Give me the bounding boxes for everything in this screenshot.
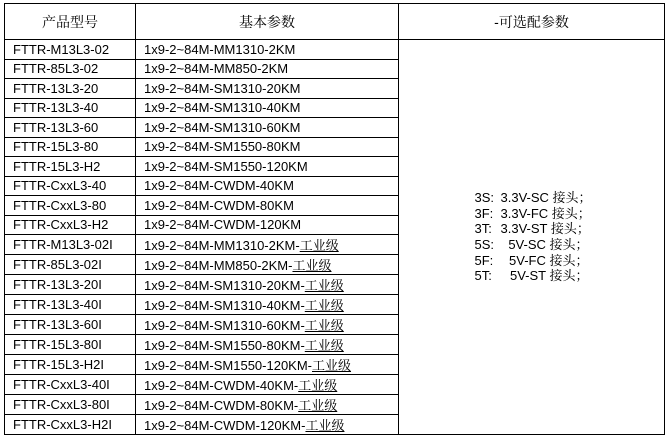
- header-basic-params: 基本参数: [136, 4, 399, 40]
- product-model-cell: FTTR-13L3-60: [5, 118, 136, 138]
- basic-params-text: 1x9-2~84M-SM1550-80KM-: [144, 338, 305, 353]
- product-model-cell: FTTR-CxxL3-H2: [5, 215, 136, 235]
- header-product-model: 产品型号: [5, 4, 136, 40]
- basic-params-cell: [136, 196, 399, 216]
- industrial-grade-label: 工业级: [304, 278, 344, 293]
- table-row: [5, 40, 665, 60]
- product-model-cell: FTTR-13L3-40: [5, 98, 136, 118]
- basic-params-cell: [136, 235, 399, 255]
- basic-params-cell: [136, 98, 399, 118]
- table-body: [5, 40, 665, 435]
- basic-params-text: 1x9-2~84M-SM1310-60KM-: [144, 318, 305, 333]
- optional-param-line: [475, 221, 589, 237]
- basic-params-cell: [136, 315, 399, 335]
- basic-params-text: 1x9-2~84M-SM1310-20KM: [144, 80, 301, 96]
- basic-params-text: 1x9-2~84M-SM1310-60KM: [144, 119, 301, 135]
- basic-params-text: 1x9-2~84M-SM1550-120KM-: [144, 358, 312, 373]
- basic-params-text: 1x9-2~84M-CWDM-40KM: [144, 178, 294, 194]
- product-model-cell: FTTR-13L3-60I: [5, 315, 136, 335]
- basic-params-cell: [136, 255, 399, 275]
- optional-param-code: 3S:: [474, 190, 495, 206]
- optional-param-code: 5F:: [474, 252, 494, 268]
- product-model-cell: FTTR-85L3-02: [5, 59, 136, 79]
- basic-params-text: 1x9-2~84M-SM1310-40KM: [144, 100, 301, 116]
- industrial-grade-label: 工业级: [298, 398, 338, 413]
- optional-param-value: 3.3V-FC 接头；: [500, 205, 591, 221]
- industrial-grade-label: 工业级: [305, 418, 345, 433]
- header-optional-params: -可选配参数: [399, 4, 665, 40]
- optional-param-value: 5V-SC 接头；: [508, 237, 589, 252]
- optional-param-line: [475, 253, 589, 269]
- product-table: [4, 3, 665, 435]
- product-model-cell: FTTR-13L3-40I: [5, 295, 136, 315]
- basic-params-cell: [136, 157, 399, 177]
- basic-params-cell: [136, 415, 399, 435]
- optional-param-line: [475, 268, 589, 284]
- basic-params-cell: [136, 275, 399, 295]
- optional-param-value: 3.3V-SC 接头；: [500, 190, 592, 206]
- product-model-cell: FTTR-15L3-80I: [5, 335, 136, 355]
- optional-param-value: 5V-ST 接头；: [509, 268, 589, 284]
- product-model-cell: FTTR-15L3-H2: [5, 157, 136, 177]
- optional-param-code: 5T:: [474, 268, 492, 284]
- optional-param-code: 3T:: [474, 221, 492, 237]
- basic-params-text: 1x9-2~84M-MM1310-2KM: [144, 41, 296, 57]
- industrial-grade-label: 工业级: [312, 358, 352, 373]
- basic-params-text: 1x9-2~84M-CWDM-120KM-: [144, 418, 306, 433]
- basic-params-text: 1x9-2~84M-SM1550-80KM: [144, 139, 301, 155]
- basic-params-text: 1x9-2~84M-MM1310-2KM-: [144, 238, 300, 253]
- product-model-cell: FTTR-13L3-20: [5, 79, 136, 99]
- industrial-grade-label: 工业级: [292, 258, 332, 273]
- industrial-grade-label: 工业级: [304, 318, 344, 333]
- product-model-cell: FTTR-M13L3-02I: [5, 235, 136, 255]
- industrial-grade-label: 工业级: [304, 298, 344, 313]
- optional-param-value: 3.3V-ST 接头；: [500, 221, 590, 237]
- basic-params-cell: [136, 355, 399, 375]
- industrial-grade-label: 工业级: [299, 238, 339, 253]
- product-model-cell: FTTR-85L3-02I: [5, 255, 136, 275]
- optional-param-code: 3F:: [474, 205, 494, 221]
- basic-params-text: 1x9-2~84M-CWDM-80KM: [144, 197, 294, 213]
- basic-params-text: 1x9-2~84M-CWDM-120KM: [144, 217, 302, 233]
- basic-params-cell: [136, 118, 399, 138]
- product-model-cell: FTTR-CxxL3-80: [5, 196, 136, 216]
- optional-param-line: [474, 190, 592, 206]
- header-row: [5, 4, 665, 40]
- basic-params-cell: [136, 375, 399, 395]
- basic-params-cell: [136, 137, 399, 157]
- basic-params-cell: [136, 79, 399, 99]
- optional-params-cell: [399, 40, 665, 435]
- industrial-grade-label: 工业级: [298, 378, 338, 393]
- product-model-cell: FTTR-CxxL3-H2I: [5, 415, 136, 435]
- optional-param-value: 5V-FC 接头；: [509, 252, 589, 268]
- basic-params-text: 1x9-2~84M-CWDM-80KM-: [144, 398, 299, 413]
- optional-param-code: 5S:: [474, 237, 495, 252]
- basic-params-text: 1x9-2~84M-MM850-2KM-: [144, 258, 293, 273]
- basic-params-cell: [136, 176, 399, 196]
- optional-params-list: [474, 190, 592, 284]
- basic-params-text: 1x9-2~84M-SM1310-20KM-: [144, 278, 305, 293]
- basic-params-cell: [136, 335, 399, 355]
- basic-params-text: 1x9-2~84M-MM850-2KM: [144, 61, 289, 77]
- basic-params-text: 1x9-2~84M-CWDM-40KM-: [144, 378, 299, 393]
- basic-params-cell: [136, 215, 399, 235]
- basic-params-text: 1x9-2~84M-SM1550-120KM: [144, 158, 308, 174]
- product-model-cell: FTTR-CxxL3-80I: [5, 395, 136, 415]
- basic-params-cell: [136, 40, 399, 60]
- product-model-cell: FTTR-CxxL3-40I: [5, 375, 136, 395]
- product-model-cell: FTTR-13L3-20I: [5, 275, 136, 295]
- optional-param-line: [475, 206, 589, 222]
- product-model-cell: FTTR-15L3-80: [5, 137, 136, 157]
- industrial-grade-label: 工业级: [304, 338, 344, 353]
- basic-params-cell: [136, 295, 399, 315]
- product-model-cell: FTTR-15L3-H2I: [5, 355, 136, 375]
- basic-params-text: 1x9-2~84M-SM1310-40KM-: [144, 298, 305, 313]
- product-model-cell: FTTR-CxxL3-40: [5, 176, 136, 196]
- product-model-cell: FTTR-M13L3-02: [5, 40, 136, 60]
- optional-param-line: [475, 237, 589, 253]
- basic-params-cell: [136, 395, 399, 415]
- basic-params-cell: [136, 59, 399, 79]
